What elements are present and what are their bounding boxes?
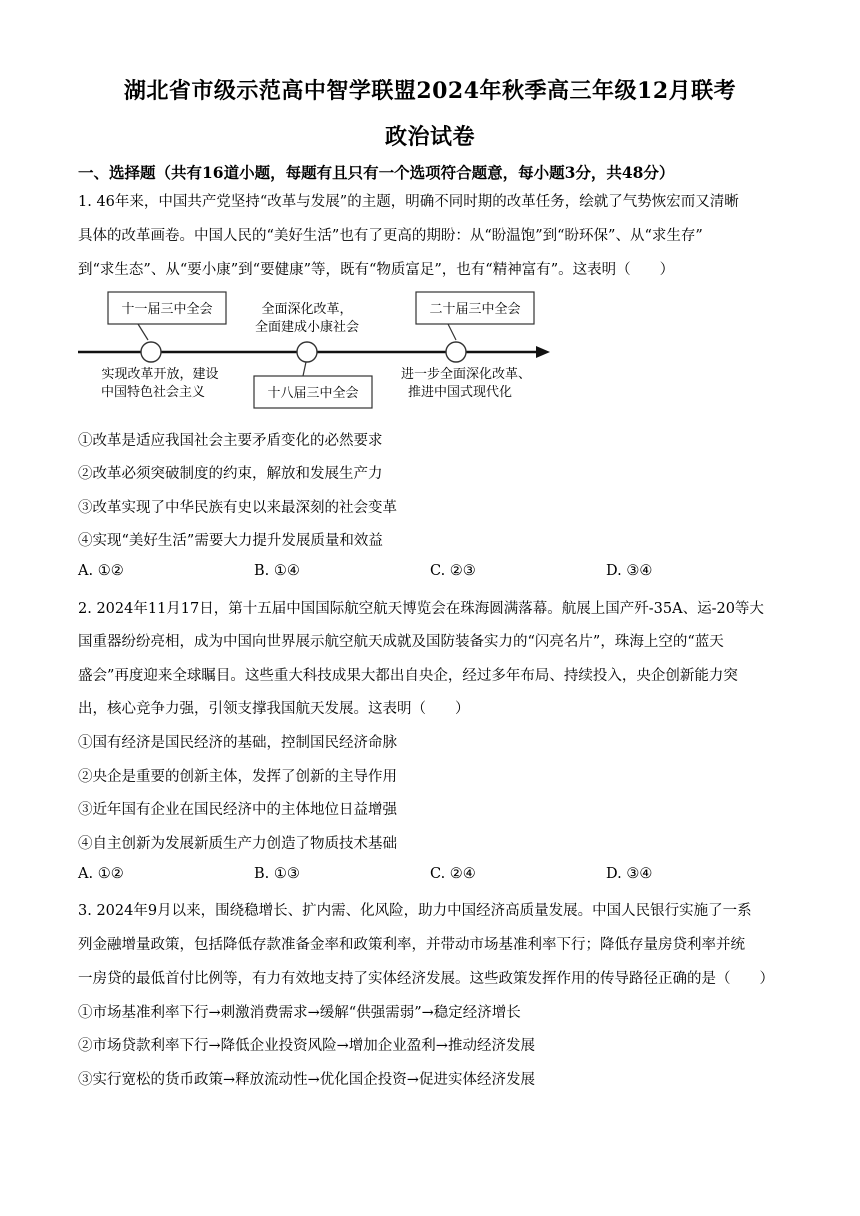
q1-text-line-3: 到“求生态”、从“要小康”到“要健康”等，既有“物质富足”，也有“精神富有”。这表明（ ） [78,262,675,278]
q2-text-line-1: 2. 2024年11月17日，第十五届中国国际航空航天博览会在珠海圆满落幕。航展上国产歼-35A、运-20等大 [78,601,764,617]
q1-option-b: B. ①④ [254,563,300,579]
q2-statement-3: ③近年国有企业在国民经济中的主体地位日益增强 [78,802,397,818]
left-bottom-label-2: 中国特色社会主义 [100,385,206,400]
q1-option-d: D. ③④ [606,563,653,579]
section-heading: 一、选择题（共有16道小题，每题有且只有一个选项符合题意，每小题3分，共48分） [78,163,675,182]
q3-text-line-3: 一房贷的最低首付比例等，有力有效地支持了实体经济发展。这些政策发挥作用的传导路径正确的是（ ） [78,971,774,987]
mid-top-label-1: 全面深化改革， [261,302,353,317]
timeline-node-1 [141,342,161,362]
q1-statement-4: ④实现“美好生活”需要大力提升发展质量和效益 [78,533,383,549]
q2-statement-2: ②央企是重要的创新主体，发挥了创新的主导作用 [78,769,397,785]
right-bottom-label-1: 进一步全面深化改革、 [400,367,532,382]
q3-text-line-1: 3. 2024年9月以来，围绕稳增长、扩内需、化风险，助力中国经济高质量发展。中国人民银行实施了一系 [78,903,752,919]
q2-statement-4: ④自主创新为发展新质生产力创造了物质技术基础 [78,836,397,852]
timeline-node-3 [446,342,466,362]
box1-label: 十一届三中全会 [121,302,213,317]
q2-text-line-4: 出，核心竞争力强，引领支撑我国航天发展。这表明（ ） [78,701,470,717]
q1-text-line-2: 具体的改革画卷。中国人民的“美好生活”也有了更高的期盼：从“盼温饱”到“盼环保”、从“求生存” [78,228,703,244]
q2-text-line-3: 盛会”再度迎来全球瞩目。这些重大科技成果大都出自央企，经过多年布局、持续投入，央企创新能力突 [78,668,738,684]
q2-option-a: A. ①② [78,866,124,882]
left-bottom-label-1: 实现改革开放，建设 [101,367,219,382]
q1-statement-3: ③改革实现了中华民族有史以来最深刻的社会变革 [78,500,397,516]
q2-option-d: D. ③④ [606,866,653,882]
q1-option-a: A. ①② [78,563,124,579]
right-bottom-label-2: 推进中国式现代化 [407,385,513,400]
exam-title: 湖北省市级示范高中智学联盟2024年秋季高三年级12月联考 [123,78,737,104]
reform-timeline-diagram [78,288,558,416]
q3-text-line-2: 列金融增量政策，包括降低存款准备金率和政策利率，并带动市场基准利率下行；降低存量房贷利率并统 [78,937,745,953]
q3-statement-1: ①市场基准利率下行→刺激消费需求→缓解“供强需弱”→稳定经济增长 [78,1005,521,1021]
q2-statement-1: ①国有经济是国民经济的基础，控制国民经济命脉 [78,735,397,751]
q1-statement-2: ②改革必须突破制度的约束，解放和发展生产力 [78,466,383,482]
q1-option-c: C. ②③ [430,563,476,579]
q3-statement-2: ②市场贷款利率下行→降低企业投资风险→增加企业盈利→推动经济发展 [78,1038,535,1054]
box2-label: 十八届三中全会 [267,386,359,401]
q2-option-c: C. ②④ [430,866,476,882]
q2-option-b: B. ①③ [254,866,300,882]
exam-subtitle: 政治试卷 [384,124,475,150]
q3-statement-3: ③实行宽松的货币政策→释放流动性→优化国企投资→促进实体经济发展 [78,1072,535,1088]
q2-text-line-2: 国重器纷纷亮相，成为中国向世界展示航空航天成就及国防装备实力的“闪亮名片”，珠海上空的“蓝天 [78,634,724,650]
q1-statement-1: ①改革是适应我国社会主要矛盾变化的必然要求 [78,433,383,449]
timeline-node-2 [297,342,317,362]
q1-text-line-1: 1. 46年来，中国共产党坚持“改革与发展”的主题，明确不同时期的改革任务，绘就了气势恢宏而又清晰 [78,194,739,210]
mid-top-label-2: 全面建成小康社会 [254,320,360,335]
box3-label: 二十届三中全会 [429,302,521,317]
timeline-arrow-icon [536,346,550,358]
